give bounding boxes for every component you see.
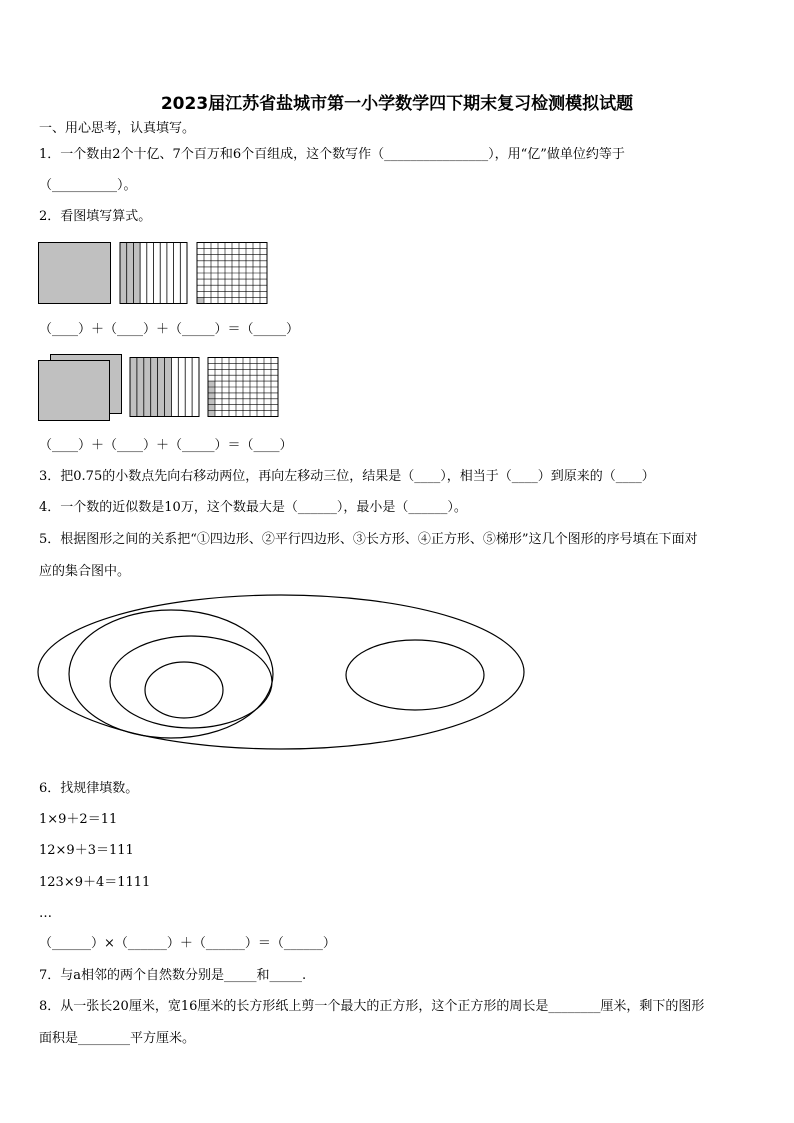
q8-line2: 面积是________平方厘米。 — [39, 1031, 196, 1046]
section-heading: 一、用心思考，认真填写。 — [39, 121, 196, 136]
set-diagram — [37, 594, 527, 750]
q4-text: 4．一个数的近似数是10万，这个数最大是（______），最小是（______）。 — [39, 500, 467, 515]
q2-equation-1: （____）＋（____）＋（_____）＝（_____） — [39, 322, 300, 337]
q6-prompt: 6．找规律填数。 — [39, 781, 139, 796]
q6-row-1: 1×9＋2＝11 — [39, 812, 118, 827]
q6-row-2: 12×9＋3＝111 — [39, 843, 134, 858]
ellipse-second — [69, 610, 273, 738]
q2-figure-row1 — [38, 242, 270, 305]
q7-text: 7．与a相邻的两个自然数分别是_____和_____. — [39, 968, 307, 983]
q6-equation: （______）×（______）＋（______）＝（______） — [39, 936, 336, 951]
ellipse-separate — [346, 640, 484, 710]
hundredths-square — [197, 243, 267, 304]
q2-prompt: 2．看图填写算式。 — [39, 209, 152, 224]
q1-line2: （__________）。 — [39, 178, 137, 193]
q5-line2: 应的集合图中。 — [39, 564, 131, 579]
ellipse-inner — [145, 662, 223, 718]
q2-equation-2: （____）＋（____）＋（_____）＝（____） — [39, 438, 293, 453]
tenths-square — [120, 243, 187, 304]
page-title: 2023届江苏省盐城市第一小学数学四下期末复习检测模拟试题 — [160, 94, 634, 114]
q8-line1: 8．从一张长20厘米，宽16厘米的长方形纸上剪一个最大的正方形，这个正方形的周长是________厘米，剩下的图形 — [39, 999, 705, 1014]
whole-square — [39, 243, 111, 304]
stacked-whole-squares — [39, 355, 122, 421]
ellipse-third — [110, 636, 272, 728]
q6-row-3: 123×9＋4＝1111 — [39, 875, 151, 890]
q5-line1: 5．根据图形之间的关系把“①四边形、②平行四边形、③长方形、④正方形、⑤梯形”这几个图形的序号填在下面对 — [39, 532, 698, 547]
q3-text: 3．把0.75的小数点先向右移动两位，再向左移动三位，结果是（____），相当于（____）到原来的（____） — [39, 469, 655, 484]
q1-line1: 1．一个数由2个十亿、7个百万和6个百组成，这个数写作（________________），用“亿”做单位约等于 — [39, 147, 625, 162]
q6-row-4: … — [39, 906, 52, 921]
tenths-square-2 — [130, 358, 199, 417]
q2-figure-row2 — [38, 354, 280, 422]
hundredths-square-2 — [208, 358, 278, 417]
